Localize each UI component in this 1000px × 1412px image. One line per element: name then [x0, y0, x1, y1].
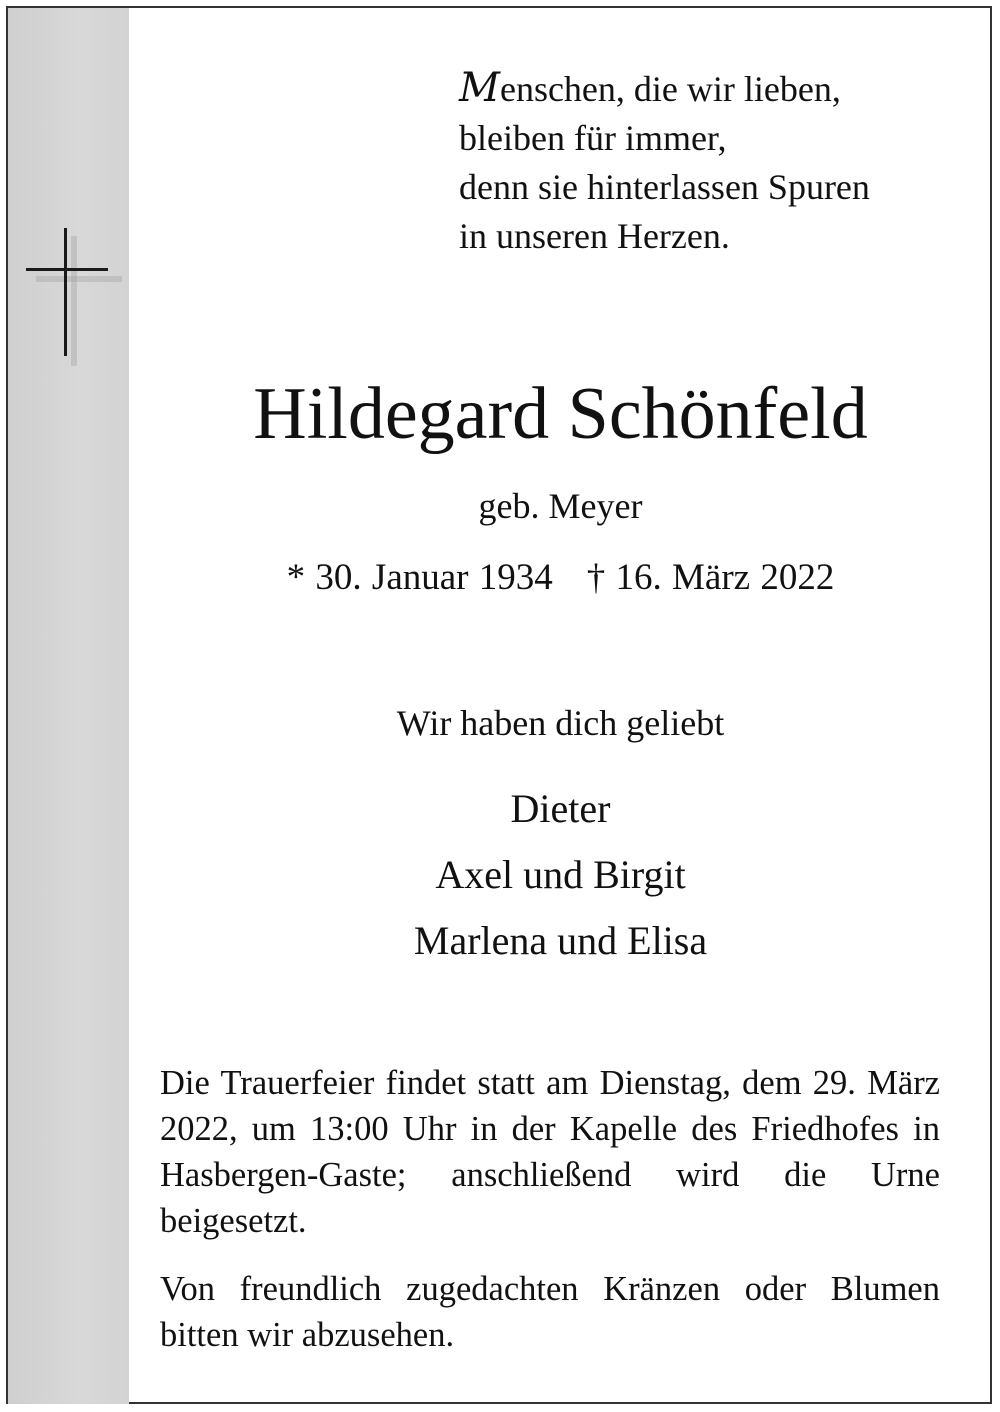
poem-line-2: bleiben für immer, — [459, 118, 727, 158]
poem-line-4: in unseren Herzen. — [459, 216, 730, 256]
death-date: † 16. März 2022 — [586, 557, 835, 598]
poem-initial: M — [459, 65, 500, 111]
deceased-name: Hildegard Schönfeld — [253, 373, 868, 455]
side-band — [8, 8, 129, 1404]
mourner-name: Marlena und Elisa — [413, 918, 708, 963]
mourner-name: Axel und Birgit — [435, 852, 686, 897]
memorial-poem — [459, 64, 870, 261]
cross-icon — [24, 226, 124, 366]
poem-line-1-rest: enschen, die wir lieben, — [499, 69, 841, 109]
mourner-name: Dieter — [510, 786, 611, 831]
ceremony-notice: Die Trauerfeier findet statt am Dienstag, dem 29. März 2022, um 13:00 Uhr in der Kapelle des Friedhofes in Hasbergen-Gaste; anschließend wird die Urne beigesetzt. — [160, 1064, 940, 1240]
flowers-notice: Von freundlich zugedachten Kränzen oder Blumen bitten wir abzusehen. — [160, 1270, 940, 1354]
poem-line-1 — [459, 64, 870, 114]
birth-name: geb. Meyer — [478, 486, 643, 526]
mourners-list — [129, 776, 992, 974]
life-dates — [129, 555, 992, 601]
farewell-line: Wir haben dich geliebt — [396, 703, 725, 743]
poem-line-3: denn sie hinterlassen Spuren — [459, 167, 870, 207]
birth-date: * 30. Januar 1934 — [286, 557, 553, 598]
